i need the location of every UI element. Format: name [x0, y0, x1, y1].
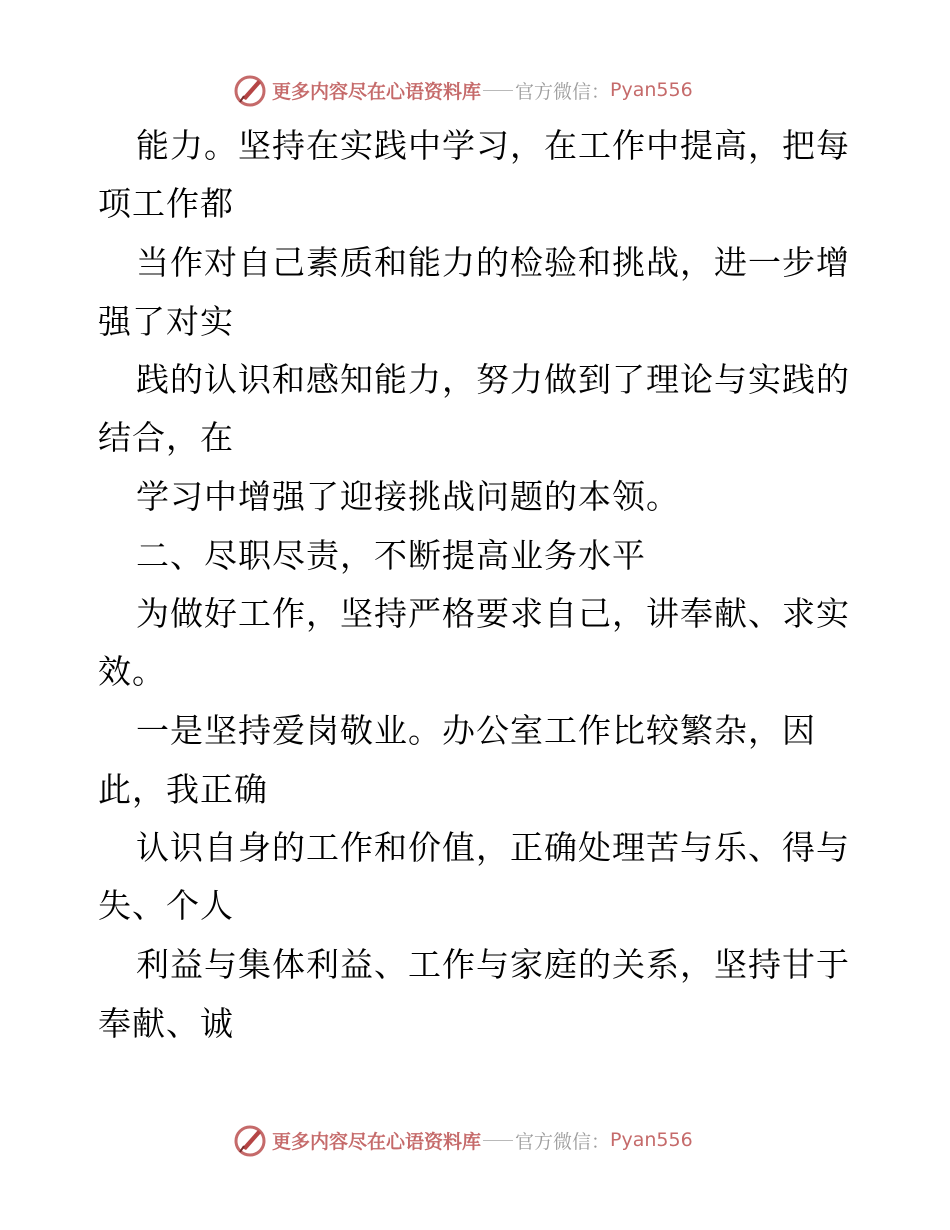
- body-line: 当作对自己素质和能力的检验和挑战，进一步增: [136, 243, 850, 282]
- quill-logo-icon: [232, 1122, 268, 1158]
- banner-separator: [483, 1140, 513, 1141]
- banner-text: 更多内容尽在心语资料库: [272, 80, 482, 103]
- banner-wechat-id: Pyan556: [610, 1129, 693, 1151]
- body-line: 效。: [98, 652, 166, 691]
- body-line: 结合，在: [98, 418, 234, 457]
- banner-label: 官方微信：: [515, 80, 611, 103]
- body-line: 践的认识和感知能力，努力做到了理论与实践的: [136, 360, 850, 399]
- body-line: 能力。坚持在实践中学习，在工作中提高，把每: [136, 126, 850, 165]
- body-line: 认识自身的工作和价值，正确处理苦与乐、得与: [136, 828, 850, 867]
- banner-text: 更多内容尽在心语资料库: [272, 1130, 482, 1153]
- footer-banner: [232, 1120, 693, 1160]
- body-line: 奉献、诚: [98, 1004, 234, 1043]
- body-line: 此，我正确: [98, 770, 268, 809]
- body-line: 失、个人: [98, 886, 234, 925]
- body-line: 利益与集体利益、工作与家庭的关系，坚持甘于: [136, 945, 850, 984]
- body-line: 为做好工作，坚持严格要求自己，讲奉献、求实: [136, 594, 850, 633]
- body-line: 项工作都: [98, 184, 234, 223]
- body-line: 强了对实: [98, 302, 234, 341]
- body-line: 一是坚持爱岗敬业。办公室工作比较繁杂，因: [136, 711, 816, 750]
- quill-logo-icon: [232, 72, 268, 108]
- header-banner: [232, 70, 693, 110]
- banner-label: 官方微信：: [515, 1130, 611, 1153]
- section-heading: 二、尽职尽责，不断提高业务水平: [136, 536, 646, 575]
- banner-separator: [483, 90, 513, 91]
- banner-wechat-id: Pyan556: [610, 79, 693, 101]
- body-line: 学习中增强了迎接挑战问题的本领。: [136, 477, 680, 516]
